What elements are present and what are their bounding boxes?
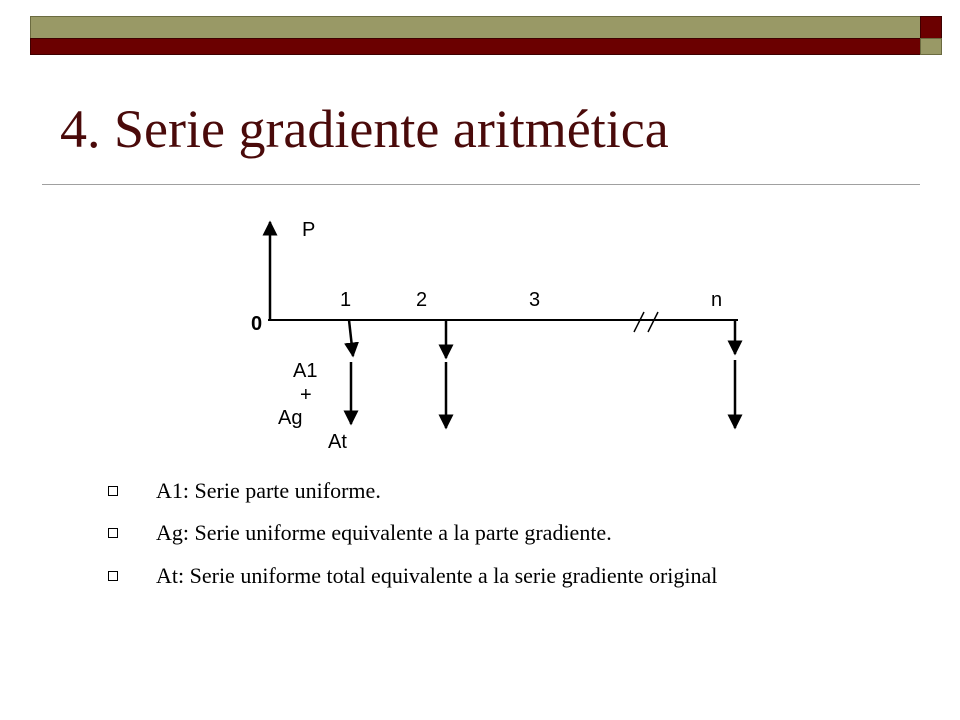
plus-label: + [300, 384, 312, 406]
a1-arrow [349, 320, 353, 356]
period-n-label: n [711, 289, 723, 311]
square-bullet-icon [108, 571, 118, 581]
bullet-item [104, 478, 844, 504]
axis-break-mark [648, 312, 658, 332]
bullet-list [104, 478, 844, 605]
square-bullet-icon [108, 486, 118, 496]
bullet-item [104, 520, 844, 546]
bullet-item [104, 563, 844, 589]
period-3-label: 3 [529, 289, 541, 311]
bullet-text: A1: Serie parte uniforme. [156, 478, 381, 503]
square-bullet-icon [108, 528, 118, 538]
bullet-text: At: Serie uniforme total equivalente a la serie gradiente original [156, 562, 718, 588]
axis-break-mark [634, 312, 644, 332]
a1-label: A1 [293, 360, 318, 382]
origin-label: 0 [251, 313, 263, 335]
bullet-text: Ag: Serie uniforme equivalente a la parte gradiente. [156, 520, 612, 546]
period-2-label: 2 [416, 289, 428, 311]
slide-title: 4. Serie gradiente aritmética [60, 99, 669, 159]
at-label: At [328, 431, 347, 453]
present-value-label: P [302, 219, 316, 241]
ag-label: Ag [278, 407, 303, 429]
period-1-label: 1 [340, 289, 352, 311]
